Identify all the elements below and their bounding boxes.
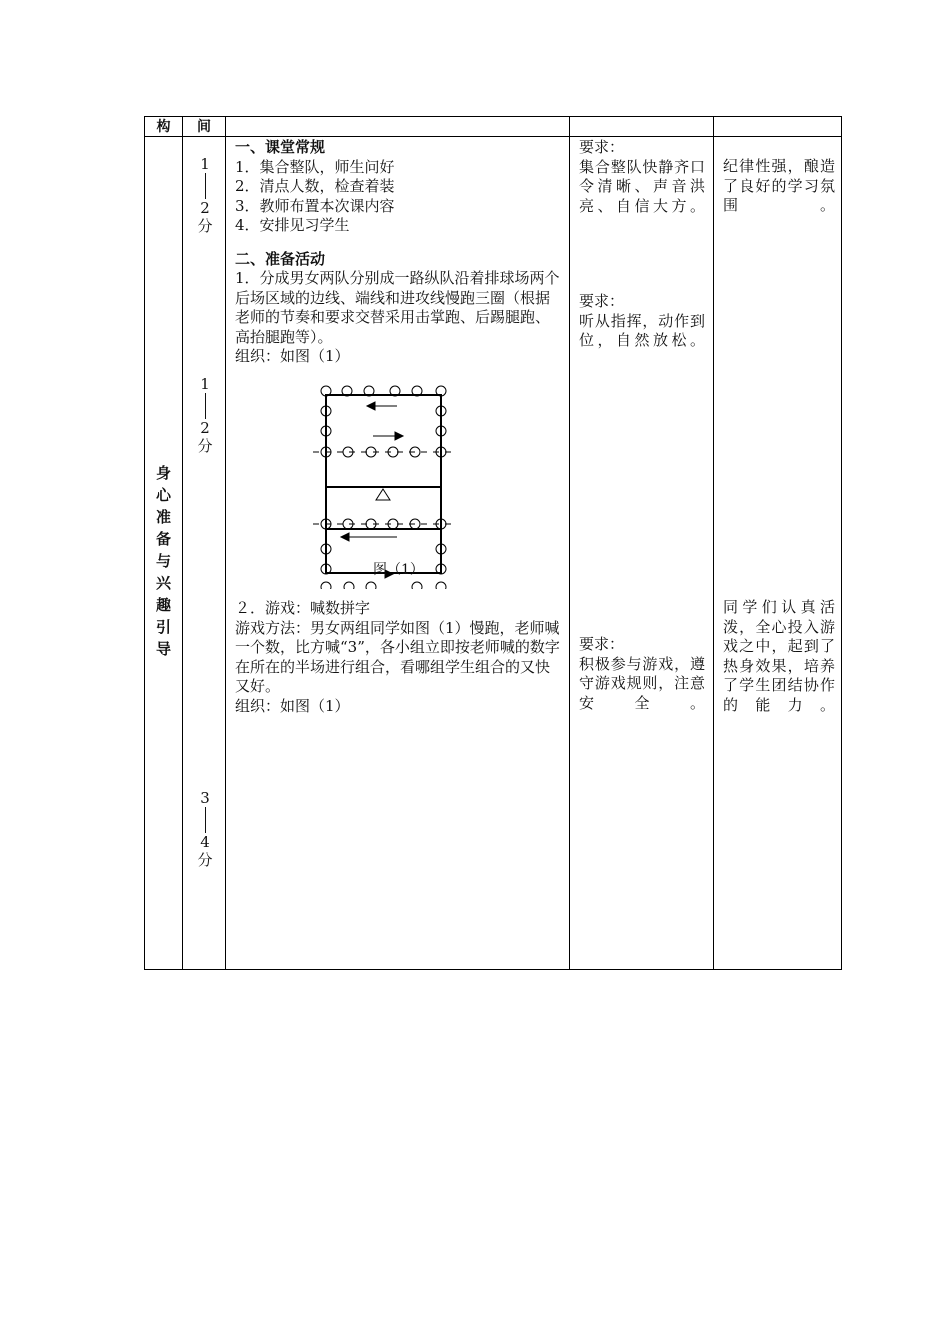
time-dash bbox=[205, 807, 206, 833]
effect-1 bbox=[723, 157, 835, 216]
game-section bbox=[235, 599, 561, 716]
section-char: 心 bbox=[155, 486, 171, 504]
section-name bbox=[145, 462, 182, 660]
column-divider bbox=[713, 117, 714, 969]
time-dash bbox=[205, 393, 206, 419]
requirement-2 bbox=[579, 292, 705, 351]
part2-title: 二、准备活动 bbox=[235, 249, 326, 268]
effect-text: 纪律性强，酿造了良好的学习氛围。 bbox=[723, 157, 835, 214]
part1-item: 4．安排见习学生 bbox=[235, 216, 350, 234]
part2-text: 1．分成男女两队分别成一路纵队沿着排球场两个后场区域的边线、端线和进攻线慢跑三圈（根据老师的节奏和要求交替采用击掌跑、后踢腿跑、高抬腿跑等）。 bbox=[235, 269, 560, 346]
lesson-table bbox=[144, 116, 842, 970]
column-divider bbox=[225, 117, 226, 969]
arrows bbox=[341, 402, 403, 578]
effect-2 bbox=[723, 598, 835, 715]
part1-item: 2．清点人数，检查着装 bbox=[235, 177, 395, 195]
column-divider bbox=[182, 117, 183, 969]
game-text: 游戏方法：男女两组同学如图（1）慢跑，老师喊一个数，比方喊“3”，各小组立即按老师喊的数字在所在的半场进行组合，看哪组学生组合的又快又好。 bbox=[235, 618, 560, 695]
part1-item: 1．集合整队，师生问好 bbox=[235, 157, 395, 176]
time-allocation-2 bbox=[196, 375, 214, 455]
time-dash bbox=[205, 173, 206, 199]
time-end: 2 bbox=[200, 419, 210, 437]
teacher-marker bbox=[376, 489, 390, 500]
section-char: 引 bbox=[155, 618, 171, 636]
header-divider bbox=[145, 136, 841, 137]
time-allocation-1 bbox=[196, 155, 214, 235]
time-unit: 分 bbox=[197, 437, 213, 455]
section-char: 趣 bbox=[155, 596, 171, 614]
requirement-1 bbox=[579, 138, 705, 216]
requirement-text: 集合整队快静齐口令清晰、声音洪亮、自信大方。 bbox=[579, 157, 705, 215]
column-divider bbox=[569, 117, 570, 969]
section-char: 身 bbox=[155, 464, 171, 482]
requirement-label: 要求： bbox=[579, 292, 625, 310]
game-title: ２．游戏：喊数拼字 bbox=[235, 599, 371, 617]
section-char: 备 bbox=[155, 530, 171, 548]
time-start: 1 bbox=[200, 375, 210, 393]
figure-caption: 图（1） bbox=[373, 562, 424, 578]
section-char: 兴 bbox=[155, 574, 171, 592]
header-time: 间 bbox=[197, 119, 211, 135]
requirement-text: 听从指挥，动作到位，自然放松。 bbox=[579, 311, 705, 349]
part1-title: 一、课堂常规 bbox=[235, 138, 326, 156]
effect-text: 同学们认真活泼，全心投入游戏之中，起到了热身效果，培养了学生团结协作的能力。 bbox=[723, 598, 835, 714]
part1-item: 3．教师布置本次课内容 bbox=[235, 196, 395, 215]
time-start: 1 bbox=[200, 155, 210, 173]
requirement-label: 要求： bbox=[579, 635, 625, 653]
time-allocation-3 bbox=[196, 789, 214, 869]
section-char: 与 bbox=[155, 552, 171, 570]
section-char: 准 bbox=[155, 508, 171, 526]
part2-organization: 组织：如图（1） bbox=[235, 347, 350, 365]
section-char: 导 bbox=[155, 640, 171, 658]
court-diagram bbox=[305, 379, 455, 589]
requirement-label: 要求： bbox=[579, 138, 625, 156]
time-start: 3 bbox=[200, 789, 210, 807]
court-lines bbox=[326, 395, 441, 573]
content-column bbox=[235, 138, 561, 367]
requirement-text: 积极参与游戏，遵守游戏规则，注意安全。 bbox=[579, 654, 705, 712]
game-organization: 组织：如图（1） bbox=[235, 696, 350, 715]
header-structure: 构 bbox=[156, 119, 171, 135]
time-end: 2 bbox=[200, 199, 210, 217]
time-unit: 分 bbox=[197, 217, 213, 235]
time-unit: 分 bbox=[197, 851, 213, 869]
time-end: 4 bbox=[200, 833, 210, 851]
requirement-3 bbox=[579, 635, 705, 713]
spacer bbox=[235, 236, 561, 250]
